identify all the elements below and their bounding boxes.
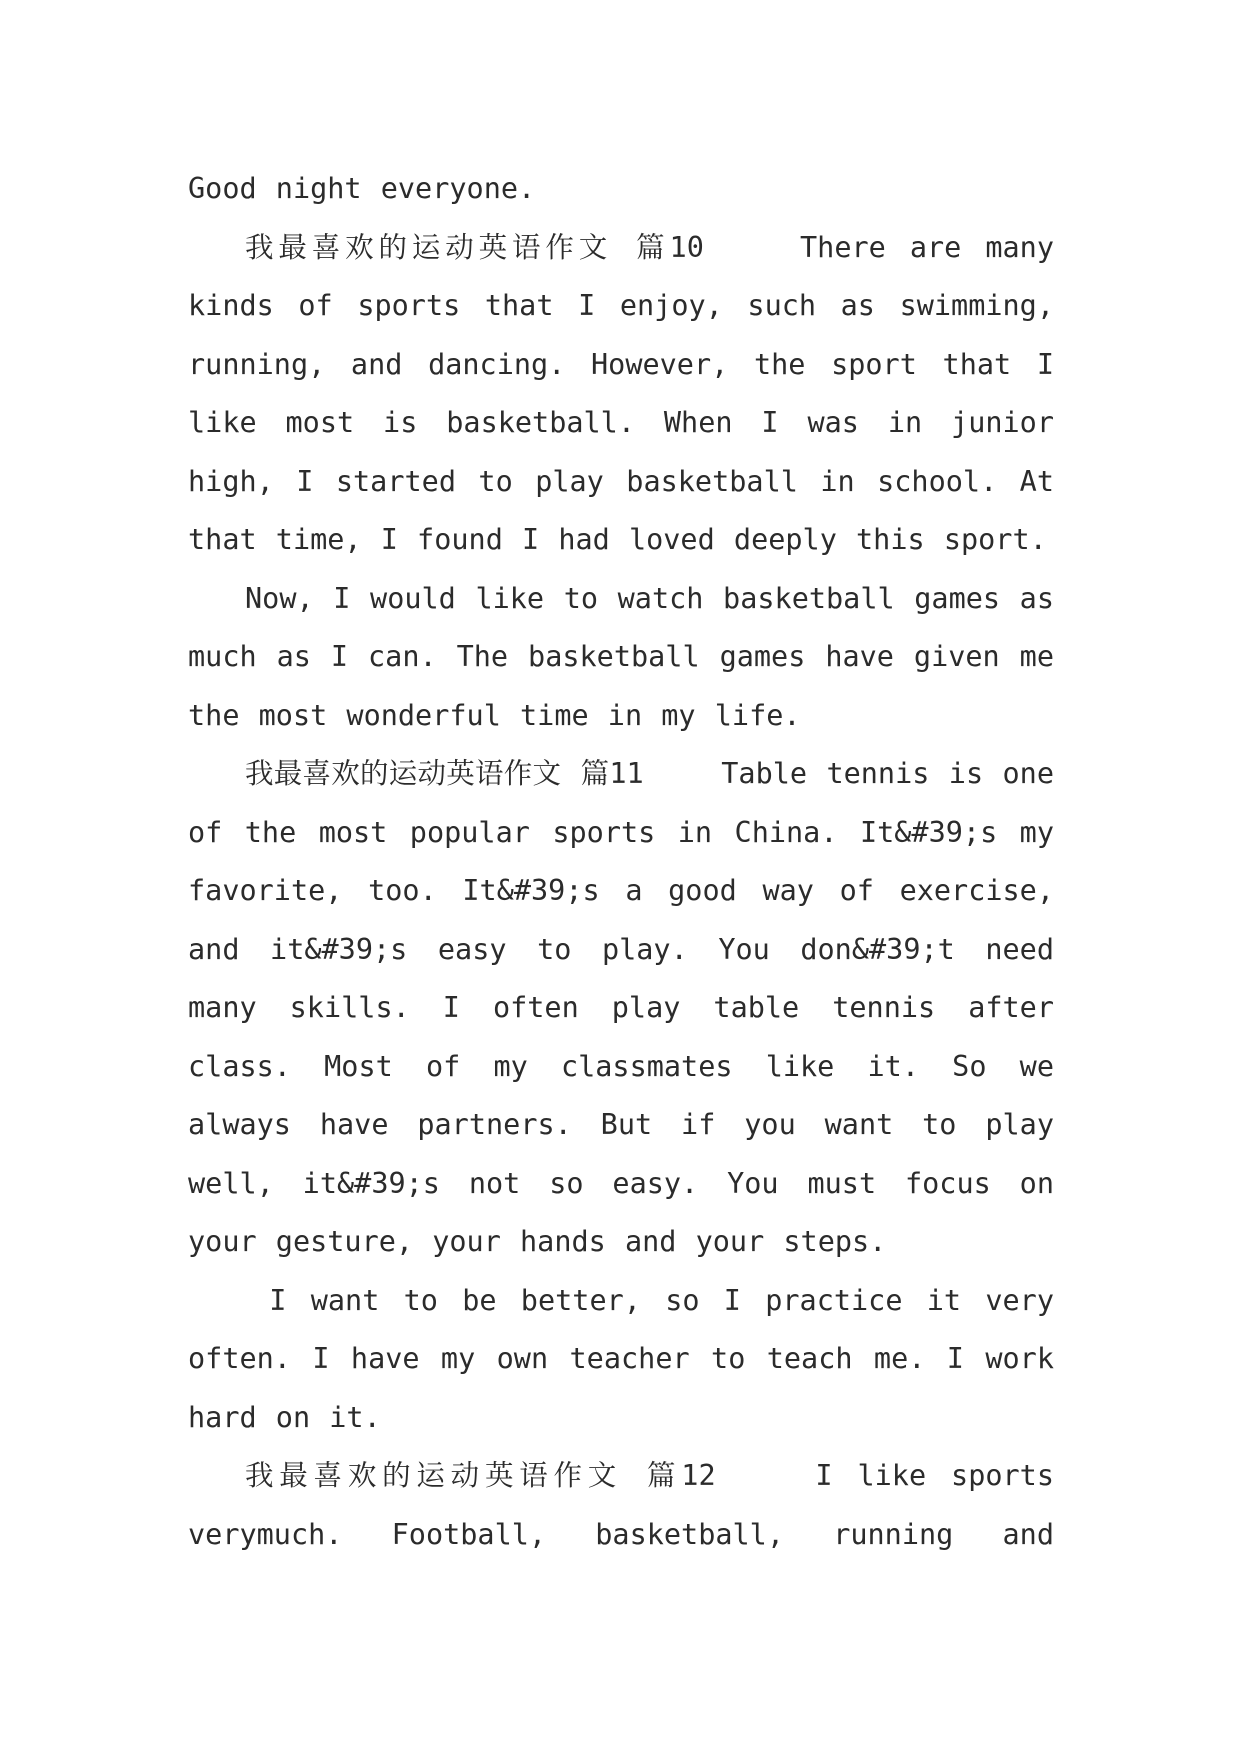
- paragraph-essay-12: 我最喜欢的运动英语作文 篇12 I like sports verymuch. Football, basketball, running and: [188, 1459, 1074, 1551]
- document-body: [188, 160, 1074, 1564]
- paragraph-essay-11-continued: I want to be better, so I practice it very often. I have my own teacher to teach me. I work hard on it.: [188, 1283, 1074, 1434]
- paragraph-closing: Good night everyone.: [188, 172, 536, 205]
- paragraph-essay-10-continued: Now, I would like to watch basketball games as much as I can. The basketball games have given me the most wonderful time in my life.: [188, 581, 1074, 732]
- paragraph-essay-10: 我最喜欢的运动英语作文 篇10 There are many kinds of sports that I enjoy, such as swimming, running, and dancing. However, the sport that I like most is basketball. When I was in junior high, I started to play basketball in school. At that time, I found I had loved deeply this sport.: [188, 230, 1074, 556]
- paragraph-essay-11: 我最喜欢的运动英语作文 篇11 Table tennis is one of the most popular sports in China. It&#39;s my favorite, too. It&#39;s a good way of exercise, and it&#39;s easy to play. You don&#39;t need many skills. I often play table tennis after class. Most of my classmates like it. So we always have partners. But if you want to play well, it&#39;s not so easy. You must focus on your gesture, your hands and your steps.: [188, 757, 1074, 1258]
